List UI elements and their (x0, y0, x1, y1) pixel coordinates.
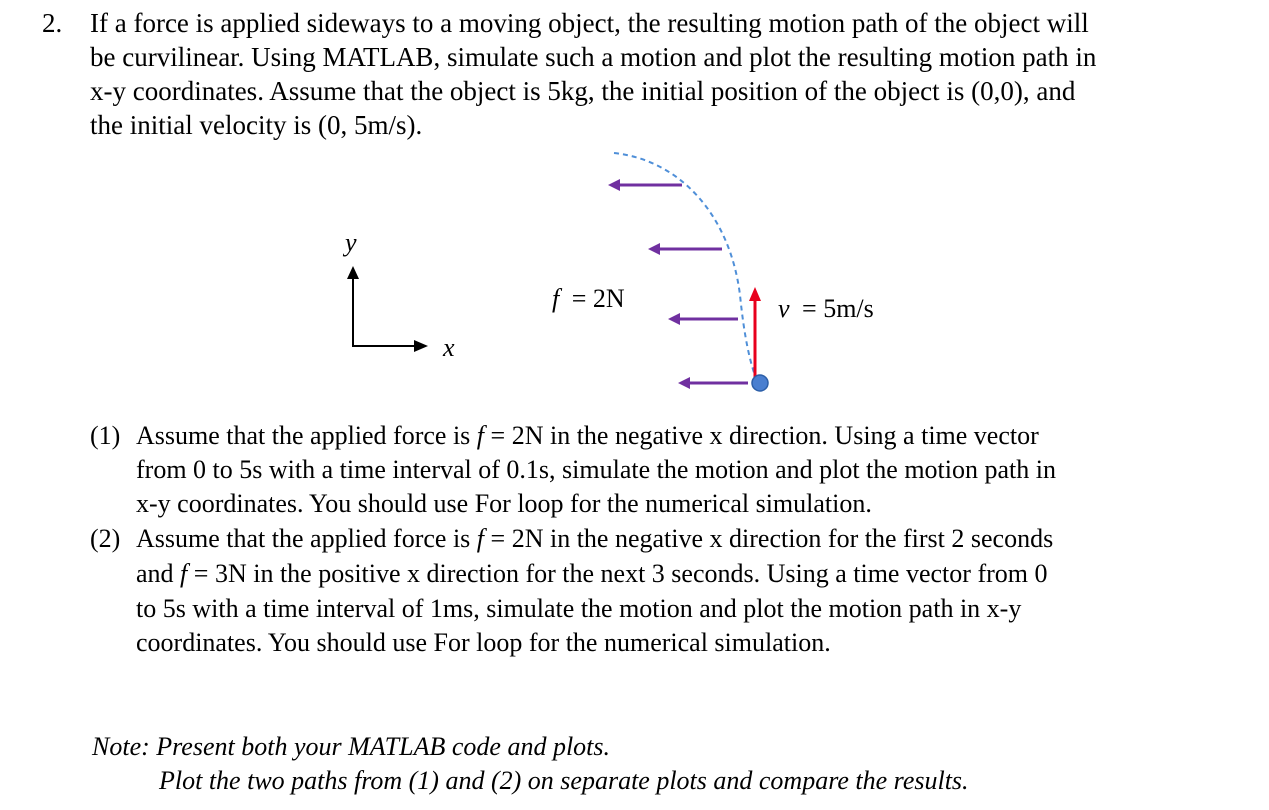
subpart-2-line-1 (136, 522, 1053, 556)
subpart-2-line-2-text-a: and (136, 559, 181, 588)
problem-text-line-1: If a force is applied sideways to a moving object, the resulting motion path of the object will (90, 8, 1089, 38)
problem-text-line-3: x-y coordinates. Assume that the object is 5kg, the initial position of the object is (0,0), and (90, 76, 1076, 106)
subpart-1-line-1 (136, 419, 1039, 453)
velocity-arrowhead (749, 287, 761, 301)
force-label-var: f (552, 284, 560, 313)
subpart-1-force-var: f (476, 421, 485, 450)
object-circle (752, 375, 768, 391)
velocity-label-var: v (778, 294, 790, 323)
force-label-value: = 2N (571, 284, 625, 313)
subpart-1-line-2: from 0 to 5s with a time interval of 0.1s, simulate the motion and plot the motion path in (136, 455, 1056, 484)
problem-text-line-4: the initial velocity is (0, 5m/s). (90, 110, 423, 140)
subpart-2-force-var-2: f (180, 559, 188, 588)
subpart-2-line-4: coordinates. You should use For loop for the numerical simulation. (136, 628, 831, 657)
force-arrowhead-1 (608, 179, 620, 191)
subpart-2-label: (2) (90, 524, 121, 553)
force-arrowhead-2 (648, 243, 660, 255)
subpart-2-line-2-text-b: = 3N in the positive x direction for the next 3 seconds. Using a time vector from 0 (187, 559, 1048, 588)
subpart-2-line-1-text-a: Assume that the applied force is (136, 524, 477, 553)
force-arrowhead-4 (678, 377, 690, 389)
problem-text-line-2: be curvilinear. Using MATLAB, simulate such a motion and plot the resulting motion path in (90, 42, 1097, 72)
velocity-label (778, 294, 874, 323)
force-arrows (608, 179, 748, 389)
subpart-1-line-1-text-a: Assume that the applied force is (136, 421, 477, 450)
subpart-2-force-var-1: f (476, 524, 485, 553)
subpart-1-line-1-text-b: = 2N in the negative x direction. Using a time vector (484, 421, 1039, 450)
y-axis-label: y (345, 228, 357, 257)
subpart-2-line-2 (136, 557, 1047, 591)
problem-number: 2. (42, 8, 63, 38)
force-label (552, 284, 625, 313)
curvilinear-path (614, 153, 758, 383)
subpart-2-line-3: to 5s with a time interval of 1ms, simulate the motion and plot the motion path in x-y (136, 594, 1022, 623)
velocity-label-value: = 5m/s (802, 294, 874, 323)
subpart-2-line-1-text-b: = 2N in the negative x direction for the first 2 seconds (484, 524, 1054, 553)
x-axis-label: x (443, 333, 455, 362)
subpart-1-line-3: x-y coordinates. You should use For loop for the numerical simulation. (136, 489, 872, 518)
subpart-1-label: (1) (90, 421, 121, 450)
note-line-2: Plot the two paths from (1) and (2) on separate plots and compare the results. (159, 766, 969, 795)
force-arrowhead-3 (668, 313, 680, 325)
y-axis-arrowhead (347, 266, 359, 279)
note-line-1: Note: Present both your MATLAB code and plots. (92, 732, 611, 761)
coordinate-axes (342, 228, 455, 362)
x-axis-arrowhead (414, 340, 428, 352)
motion-diagram (330, 145, 930, 405)
